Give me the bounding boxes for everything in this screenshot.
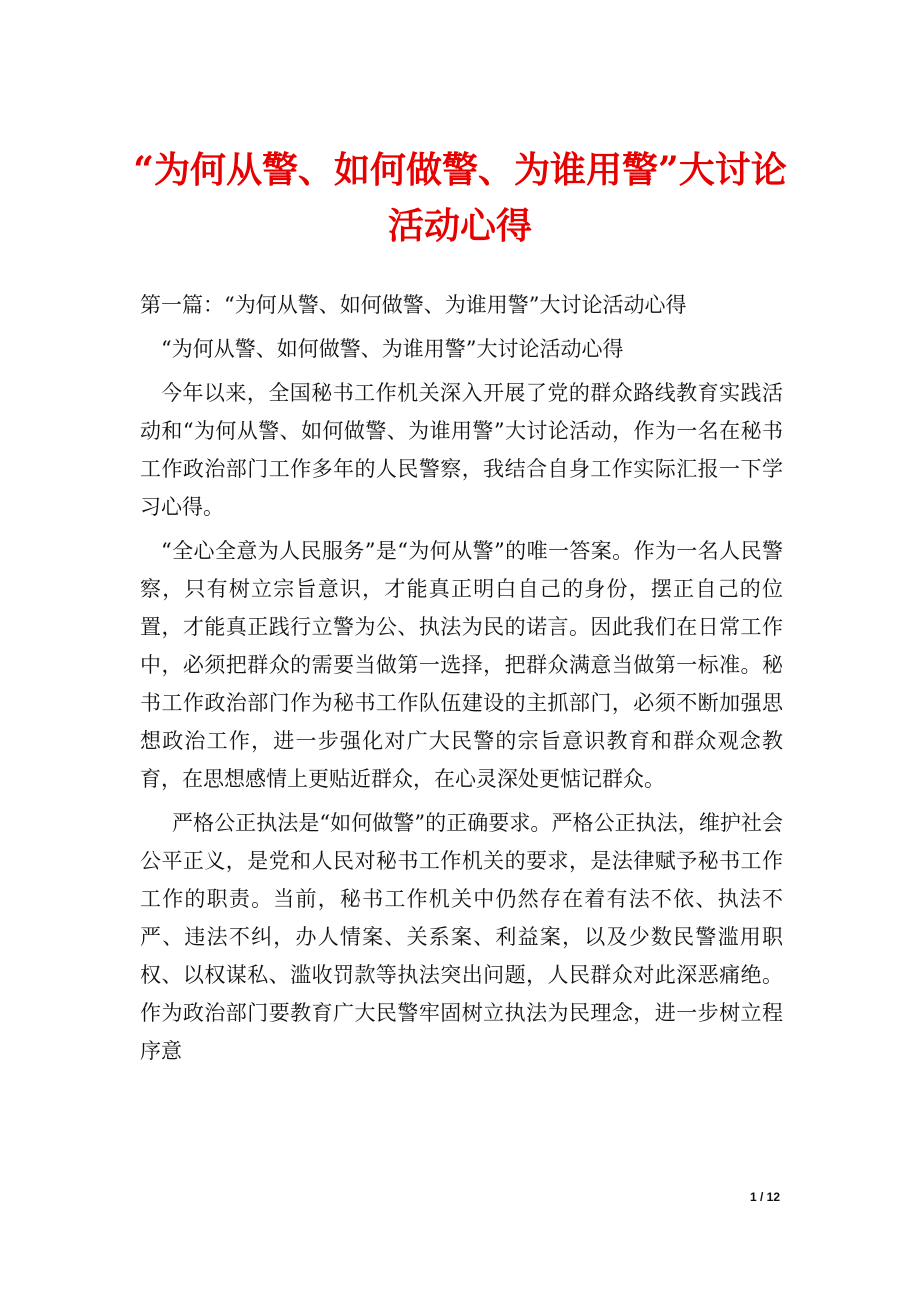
paragraph-2: “为何从警、如何做警、为谁用警”大讨论活动心得 (161, 337, 624, 361)
document-title: “为何从警、如何做警、为谁用警”大讨论活动心得 (133, 149, 787, 247)
paragraph-5: 严格公正执法是“如何做警”的正确要求。严格公正执法，维护社会公平正义，是党和人民对秘书工作机关的要求，是法律赋予秘书工作工作的职责。当前，秘书工作机关中仍然存在着有法不依、执法不严、违法不纠，办人情案、关系案、利益案，以及少数民警滥用职权、以权谋私、滥收罚款等执法突出问题，人民群众对此深恶痛绝。作为政治部门要教育广大民警牢固树立执法为民理念，进一步树立程序意 (140, 811, 783, 1063)
page-number: 1 / 12 (749, 1190, 780, 1204)
paragraph-4: “全心全意为人民服务”是“为何从警”的唯一答案。作为一名人民警察，只有树立宗旨意识，才能真正明白自己的身份，摆正自己的位置，才能真正践行立警为公、执法为民的诺言。因此我们在日常工作中，必须把群众的需要当做第一选择，把群众满意当做第一标准。秘书工作政治部门作为秘书工作队伍建设的主抓部门，必须不断加强思想政治工作，进一步强化对广大民警的宗旨意识教育和群众观念教育，在思想感情上更贴近群众，在心灵深处更惦记群众。 (140, 539, 783, 791)
paragraph-3: 今年以来，全国秘书工作机关深入开展了党的群众路线教育实践活动和“为何从警、如何做警、为谁用警”大讨论活动，作为一名在秘书工作政治部门工作多年的人民警察，我结合自身工作实际汇报一下学习心得。 (140, 381, 783, 519)
document-body (140, 286, 783, 1076)
paragraph-1: 第一篇：“为何从警、如何做警、为谁用警”大讨论活动心得 (140, 293, 687, 317)
